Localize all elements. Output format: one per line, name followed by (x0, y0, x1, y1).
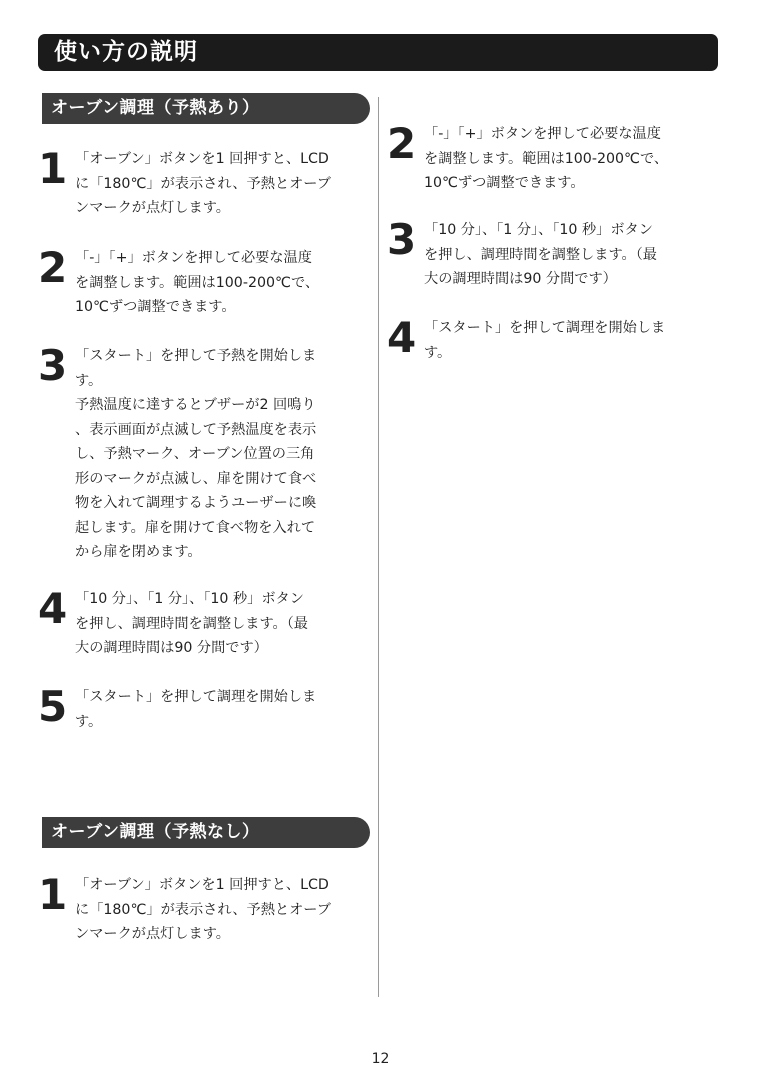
step-number: 3 (38, 341, 68, 390)
step-number: 2 (387, 119, 417, 168)
step-text: 「10 分」、「1 分」、「10 秒」ボタン を押し、調理時間を調整します。（最 大の調理時間は90 分間です） (75, 591, 308, 656)
step-number: 5 (38, 682, 68, 731)
step-number: 1 (38, 870, 68, 919)
page-number: 12 (371, 1051, 390, 1067)
page-title: 使い方の説明 (54, 39, 198, 65)
step-text: 「-」「+」ボタンを押して必要な温度 を調整します。範囲は100-200℃で、 10℃ずつ調整できます。 (424, 126, 669, 191)
section-title: オーブン調理（予熱なし） (51, 822, 260, 842)
step-number: 4 (387, 313, 417, 362)
step-text: 「オーブン」ボタンを1 回押すと、LCD に「180℃」が表示され、予熱とオーブ ンマークが点灯します。 (75, 877, 331, 942)
section-header-no-preheat (42, 817, 370, 848)
step-number: 2 (38, 243, 68, 292)
step-text: 「スタート」を押して調理を開始しま す。 (75, 689, 317, 730)
column-divider (378, 97, 379, 997)
step-text: 「-」「+」ボタンを押して必要な温度 を調整します。範囲は100-200℃で、 10℃ずつ調整できます。 (75, 250, 320, 315)
step-text: 「オーブン」ボタンを1 回押すと、LCD に「180℃」が表示され、予熱とオーブ ンマークが点灯します。 (75, 151, 331, 216)
section-title: オーブン調理（予熱あり） (51, 98, 260, 118)
step-text: 「スタート」を押して調理を開始しま す。 (424, 320, 666, 361)
step-number: 3 (387, 215, 417, 264)
step-number: 1 (38, 144, 68, 193)
step-text: 「10 分」、「1 分」、「10 秒」ボタン を押し、調理時間を調整します。（最 大の調理時間は90 分間です） (424, 222, 657, 287)
step-number: 4 (38, 584, 68, 633)
step-text: 「スタート」を押して予熱を開始しま す。 予熱温度に達するとブザーが2 回鳴り 、表示画面が点滅して予熱温度を表示 し、予熱マーク、オーブン位置の三角 形のマークが点滅し、扉を開けて食べ 物を入れて調理するようユーザーに喚 起します。扉を開けて食べ物を入れて から扉を閉めます。 (75, 348, 317, 560)
section-header-preheat (42, 93, 370, 124)
page-header (38, 34, 718, 71)
